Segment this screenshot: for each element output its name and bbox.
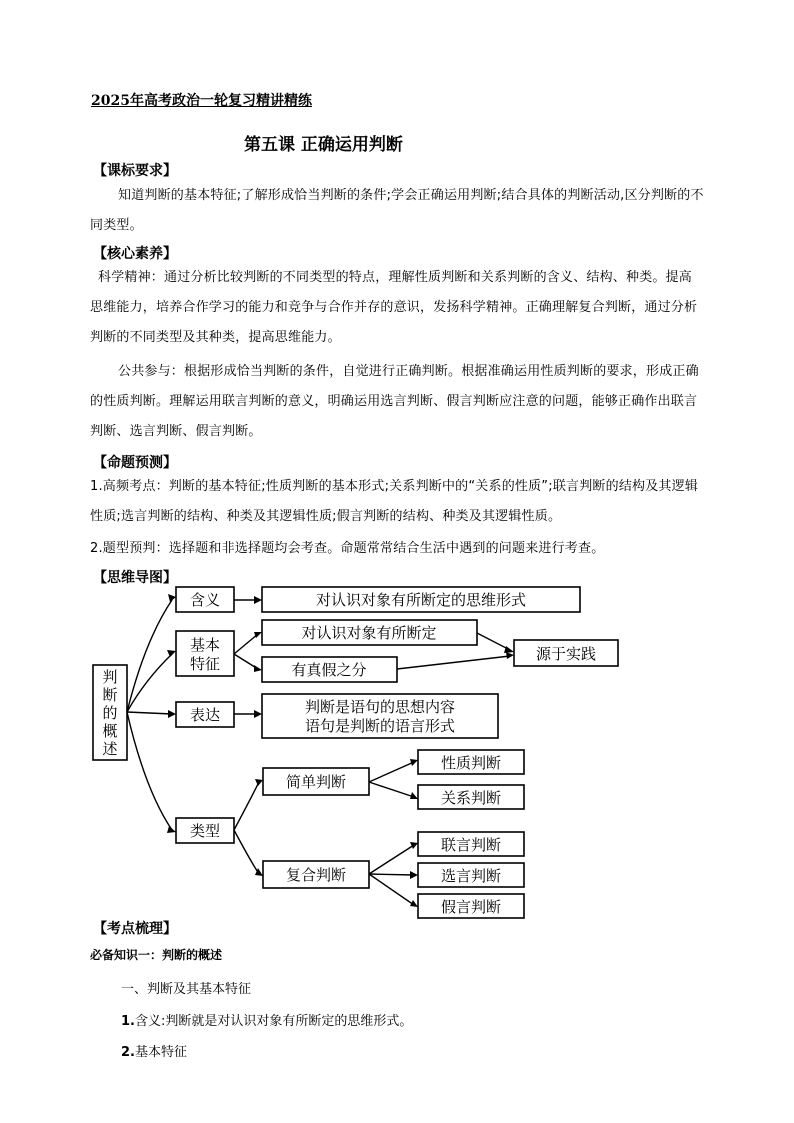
meaning-label: 含义 <box>189 591 221 609</box>
expression-line-2: 语句是判断的语言形式 <box>304 717 456 735</box>
compound-label: 复合判断 <box>285 866 347 884</box>
document-header-title: 2025年高考政治一轮复习精讲精练 <box>91 93 312 109</box>
practice-label: 源于实践 <box>535 645 597 663</box>
meaning-def-label: 对认识对象有所断定的思维形式 <box>315 591 527 609</box>
property-label: 性质判断 <box>440 754 502 772</box>
expression-label: 表达 <box>189 706 221 724</box>
root-char-5: 述 <box>102 740 118 758</box>
forecast-paragraph-2: 2.题型预判：选择题和非选择题均会考查。命题常常结合生活中遇到的问题来进行考查。 <box>90 541 605 556</box>
literacy-paragraph-2: 公共参与：根据形成恰当判断的条件，自觉进行正确判断。根据准确运用性质判断的要求，形成正确的性质判断。理解运用联言判断的意义，明确运用选言判断、假言判断应注意的问题，能够正确作出联言判断、选言判断、假言判断。 <box>90 364 699 439</box>
curriculum-text: 知道判断的基本特征;了解形成恰当判断的条件;学会正确运用判断;结合具体的判断活动,区分判断的不同类型。 <box>90 188 704 233</box>
mindmap-heading: 【思维导图】 <box>93 570 177 586</box>
item2-number: 2. <box>121 1045 135 1060</box>
item1-text: 含义:判断就是对认识对象有所断定的思维形式。 <box>134 1014 413 1029</box>
disjunctive-label: 选言判断 <box>440 867 502 885</box>
root-char-3: 的 <box>102 704 118 722</box>
forecast-paragraph-1: 1.高频考点：判断的基本特征;性质判断的基本形式;关系判断中的“关系的性质”;联言判断的结构及其逻辑性质;选言判断的结构、种类及其逻辑性质;假言判断的结构、种类及其逻辑性质。 <box>90 479 699 524</box>
review-heading: 【考点梳理】 <box>93 921 177 937</box>
sub-heading-1: 一、判断及其基本特征 <box>121 982 252 997</box>
forecast-heading: 【命题预测】 <box>93 455 177 471</box>
hypothetical-label: 假言判断 <box>440 898 502 916</box>
relation-label: 关系判断 <box>440 789 502 807</box>
literacy-paragraph-1: 科学精神：通过分析比较判断的不同类型的特点，理解性质判断和关系判断的含义、结构、种类。提高思维能力，培养合作学习的能力和竞争与合作并存的意识，发扬科学精神。正确理解复合判断，通过分析判断的不同类型及其种类，提高思维能力。 <box>90 270 698 345</box>
features-label-2: 特征 <box>189 655 221 673</box>
conjunctive-label: 联言判断 <box>440 836 502 854</box>
features-label-1: 基本 <box>189 636 221 654</box>
item1-number: 1. <box>121 1014 135 1029</box>
simple-label: 简单判断 <box>285 773 347 791</box>
lesson-title: 第五课 正确运用判断 <box>244 135 403 155</box>
root-char-1: 判 <box>102 668 118 686</box>
root-char-4: 概 <box>102 722 118 740</box>
feature2-label: 有真假之分 <box>291 661 367 679</box>
knowledge-heading: 必备知识一：判断的概述 <box>90 948 223 962</box>
expression-line-1: 判断是语句的思想内容 <box>304 698 456 716</box>
literacy-heading: 【核心素养】 <box>93 246 177 262</box>
feature1-label: 对认识对象有所断定 <box>301 624 437 642</box>
types-label: 类型 <box>189 822 221 840</box>
curriculum-heading: 【课标要求】 <box>93 163 177 179</box>
root-char-2: 断 <box>102 686 118 704</box>
item2-text: 基本特征 <box>134 1045 187 1060</box>
